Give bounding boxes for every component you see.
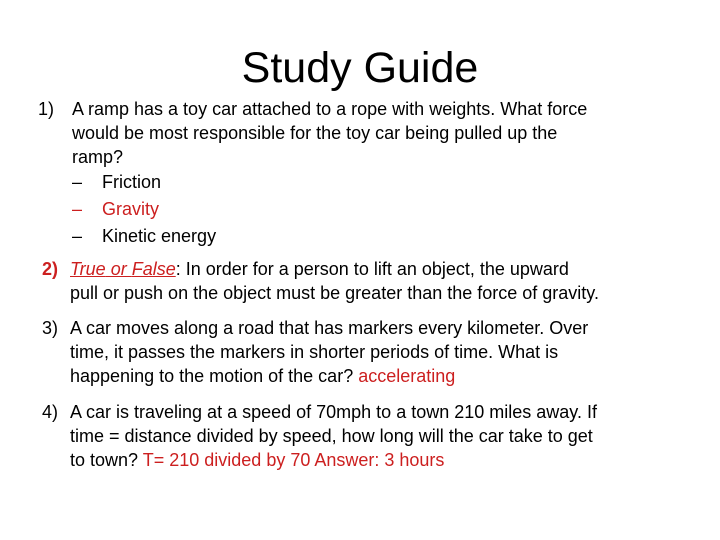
question-body bbox=[70, 400, 702, 472]
page-title: Study Guide bbox=[241, 44, 479, 92]
false-label: False bbox=[131, 259, 176, 279]
question-text: to town? bbox=[70, 450, 143, 470]
question-number: 2) bbox=[42, 259, 59, 279]
question-text-line: A car moves along a road that has markers every kilometer. Over bbox=[70, 318, 589, 338]
question-number: 1) bbox=[38, 99, 55, 119]
dash-bullet: – bbox=[72, 172, 83, 192]
option-text: Gravity bbox=[102, 199, 160, 219]
question-text-line: time = distance divided by speed, how long will the car take to get bbox=[70, 426, 593, 446]
answer-text: T= 210 divided by 70 Answer: 3 hours bbox=[142, 450, 445, 470]
question-text-line: A ramp has a toy car attached to a rope with weights. What force bbox=[72, 99, 588, 119]
question-3 bbox=[42, 316, 702, 388]
answer-options bbox=[72, 169, 698, 250]
question-text: happening to the motion of the car? bbox=[70, 366, 359, 386]
dash-bullet: – bbox=[72, 226, 83, 246]
option-text: Friction bbox=[102, 172, 162, 192]
answer-option bbox=[72, 169, 698, 196]
question-1 bbox=[38, 97, 698, 250]
or-label: or bbox=[105, 259, 132, 279]
question-text-line: time, it passes the markers in shorter periods of time. What is bbox=[70, 342, 559, 362]
question-number: 4) bbox=[42, 402, 59, 422]
option-text: Kinetic energy bbox=[102, 226, 217, 246]
answer-option bbox=[72, 223, 698, 250]
answer-option-correct bbox=[72, 196, 698, 223]
question-text-line: ramp? bbox=[72, 147, 124, 167]
answer-text: accelerating bbox=[358, 366, 456, 386]
question-body bbox=[72, 97, 698, 169]
question-body bbox=[70, 316, 702, 388]
dash-bullet: – bbox=[72, 199, 83, 219]
question-text-line: pull or push on the object must be greater than the force of gravity. bbox=[70, 283, 599, 303]
question-body bbox=[70, 257, 702, 305]
question-4 bbox=[42, 400, 702, 472]
question-text: : In order for a person to lift an object, the upward bbox=[175, 259, 569, 279]
question-2 bbox=[42, 257, 702, 305]
true-label: True bbox=[70, 259, 106, 279]
question-text-line bbox=[70, 364, 702, 388]
question-text-line: would be most responsible for the toy car being pulled up the bbox=[72, 123, 558, 143]
question-number: 3) bbox=[42, 318, 59, 338]
question-text-line: A car is traveling at a speed of 70mph to a town 210 miles away. If bbox=[70, 402, 597, 422]
question-text-line bbox=[70, 257, 702, 281]
question-text-line bbox=[70, 448, 702, 472]
